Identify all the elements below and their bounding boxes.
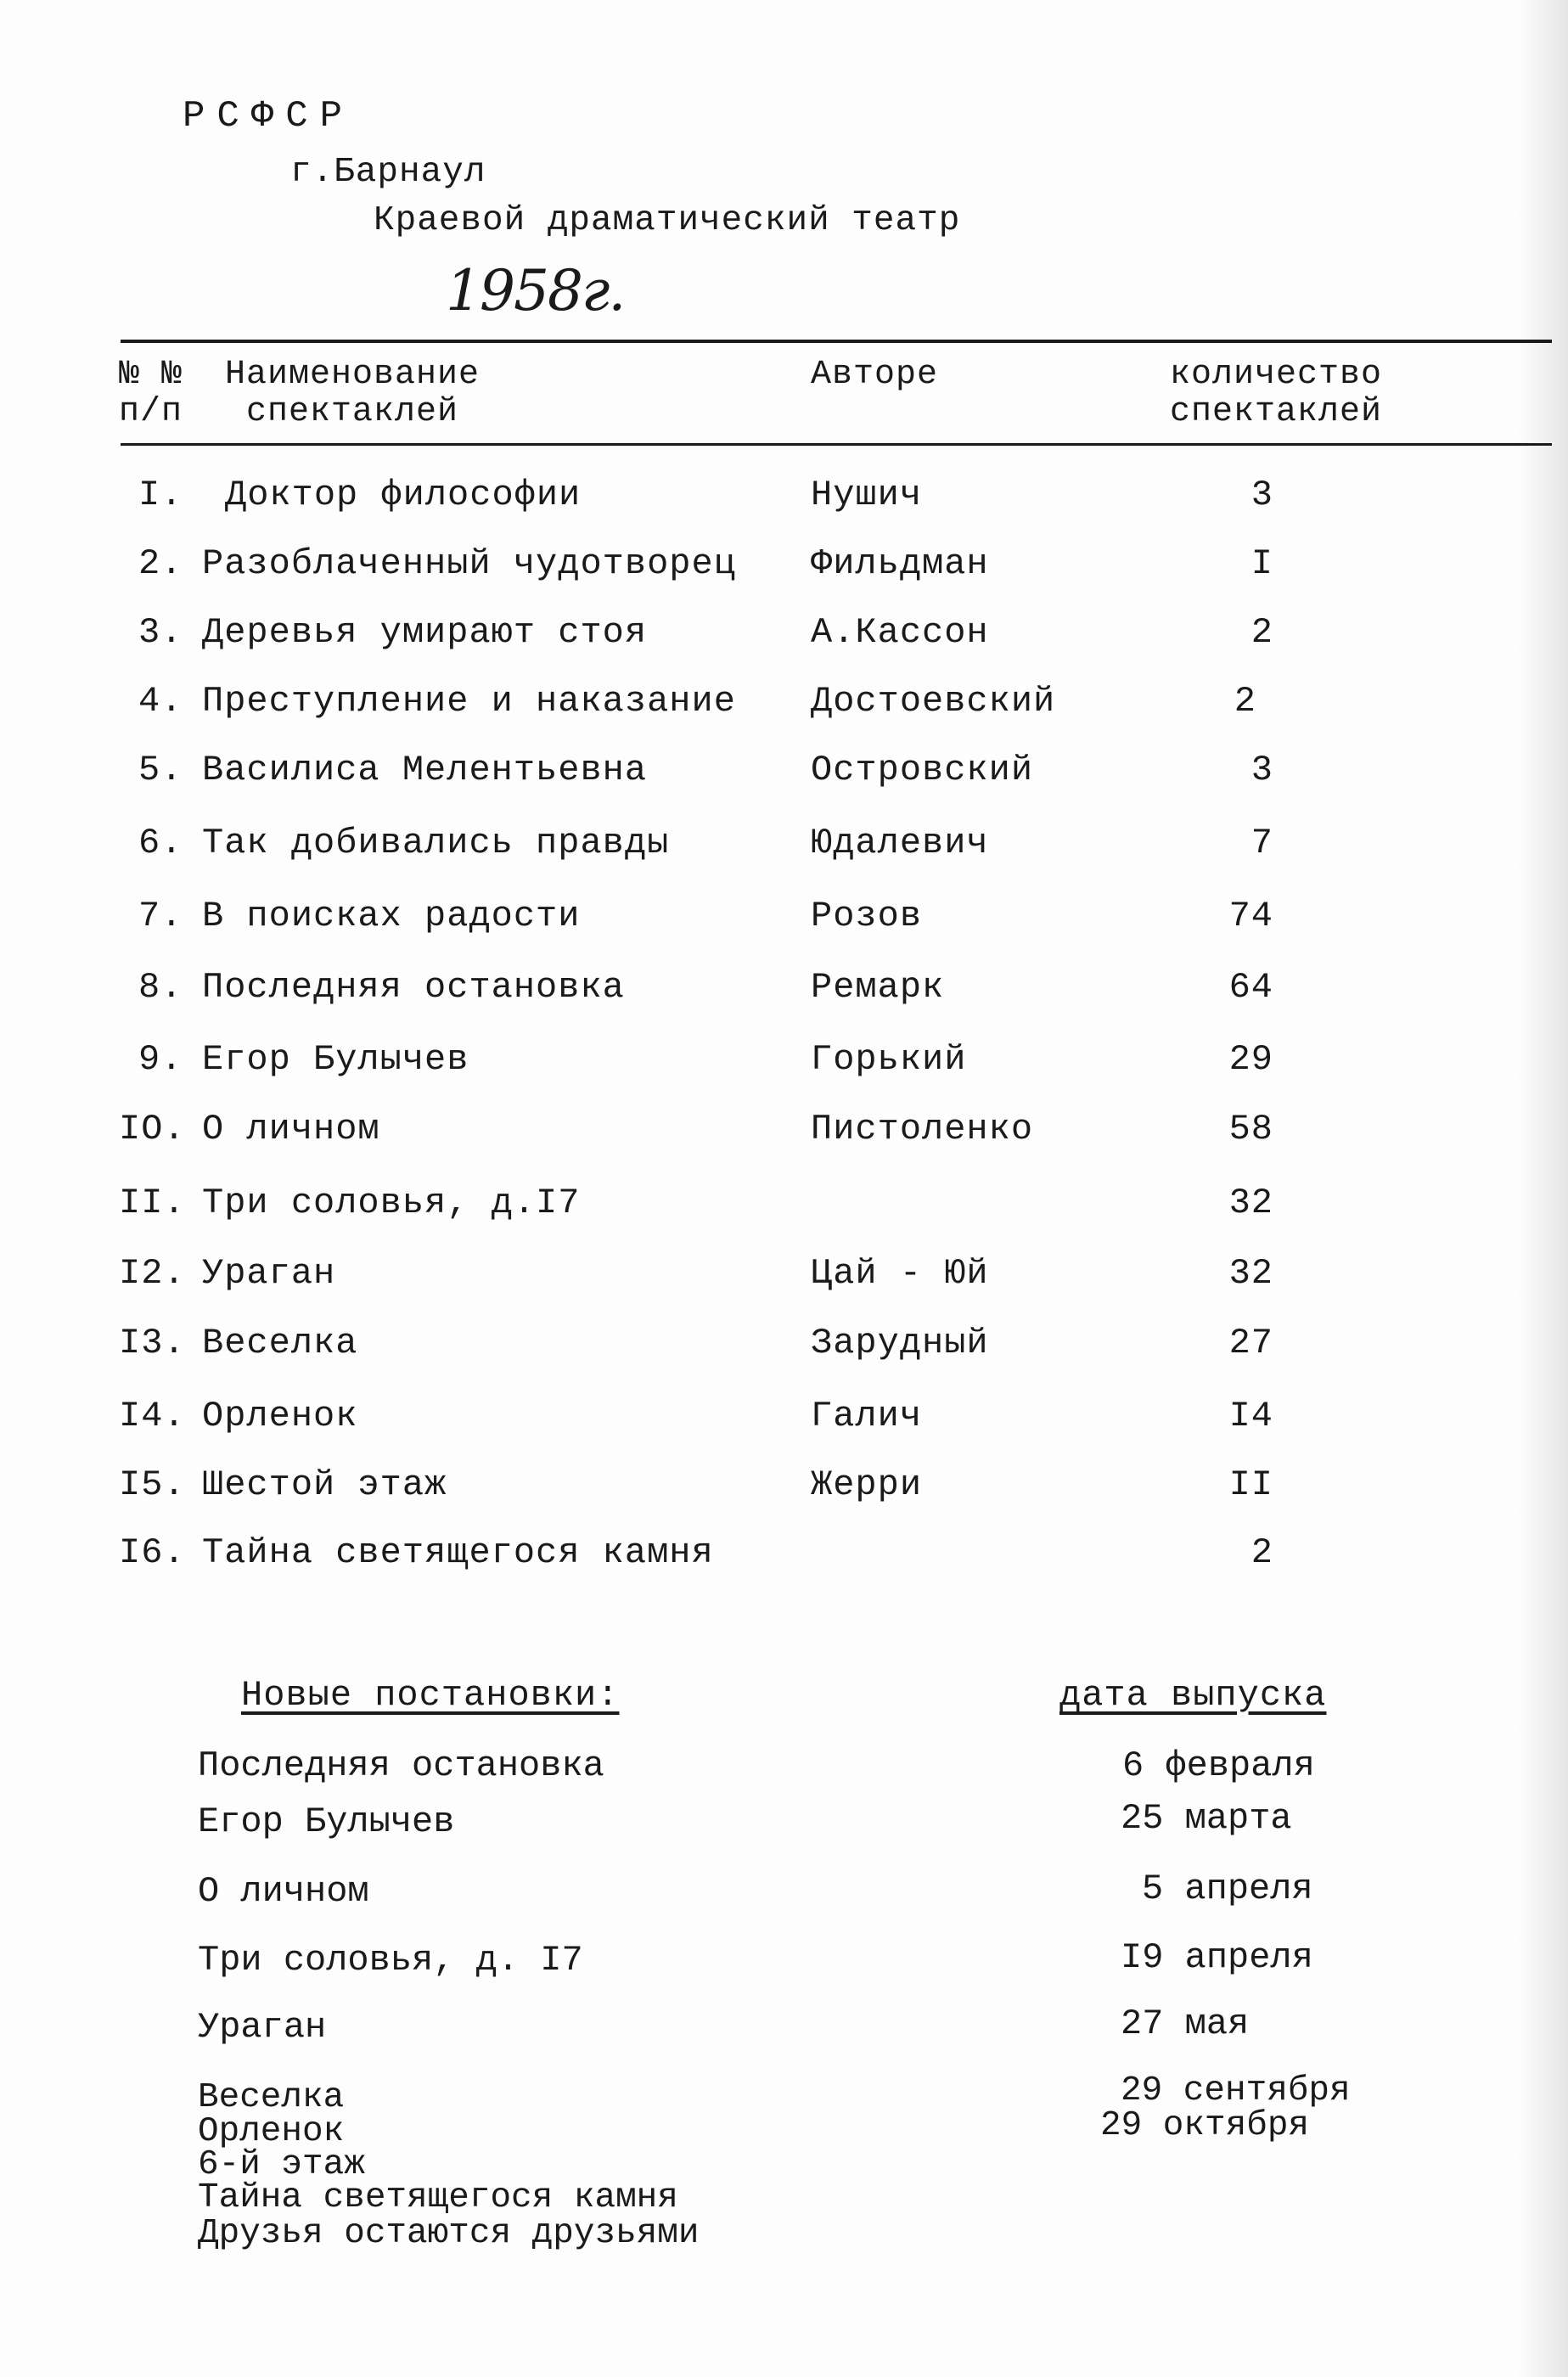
row-author: Ремарк [811, 967, 945, 1008]
row-author: Фильдман [811, 543, 989, 584]
city-heading: г.Барнаул [290, 153, 486, 192]
table-row [0, 825, 1568, 872]
table-row [0, 1185, 1568, 1232]
row-count: 2 [1250, 1532, 1273, 1573]
row-number: IO. [119, 1109, 186, 1149]
new-production-date: 29 октября [1100, 2106, 1310, 2145]
row-title: Егор Булычев [202, 1039, 469, 1080]
row-title: Шестой этаж [202, 1464, 447, 1505]
row-title: Орленок [202, 1396, 358, 1436]
row-author: Галич [811, 1396, 923, 1436]
row-number: I3. [119, 1323, 186, 1363]
row-count: 3 [1250, 750, 1273, 790]
row-author: Островский [811, 750, 1034, 790]
release-date-heading: дата выпуска [1059, 1675, 1327, 1716]
column-header-title: Наименование спектаклей [225, 356, 481, 431]
row-title: Тайна светящегося камня [202, 1532, 714, 1573]
row-number: 2. [138, 543, 183, 584]
column-header-author: Авторе [811, 356, 939, 394]
row-number: I4. [119, 1396, 186, 1436]
new-production-date: 6 февраля [1122, 1745, 1315, 1786]
row-number: I5. [119, 1464, 186, 1505]
table-row [0, 898, 1568, 945]
theatre-heading: Краевой драматический театр [374, 201, 961, 240]
row-number: 9. [138, 1039, 183, 1080]
row-count: 7 [1250, 823, 1273, 863]
row-count: I4 [1228, 1396, 1273, 1436]
row-count: 29 [1228, 1039, 1273, 1080]
table-row [0, 612, 1568, 661]
row-count: I [1250, 543, 1273, 584]
row-author: Цай - Юй [811, 1253, 989, 1294]
row-number: I2. [119, 1253, 186, 1294]
row-number: 5. [138, 750, 183, 790]
row-number: 3. [138, 612, 183, 653]
table-row [0, 969, 1568, 1016]
row-title: О личном [202, 1109, 380, 1149]
row-count: 32 [1228, 1183, 1273, 1223]
table-row [0, 1111, 1568, 1158]
table-row [0, 1464, 1568, 1514]
row-number: 6. [138, 823, 183, 863]
row-title: Василиса Мелентьевна [202, 750, 648, 790]
new-production-title: Тайна светящегося камня [198, 2178, 678, 2217]
row-author: Пистоленко [811, 1109, 1034, 1149]
table-row [0, 683, 1568, 730]
row-title: Три соловья, д.I7 [202, 1183, 581, 1223]
table-row [0, 543, 1568, 593]
row-title: Деревья умирают стоя [202, 612, 648, 653]
row-count: 2 [1234, 681, 1256, 722]
row-title: Веселка [202, 1323, 358, 1363]
handwritten-year: 1958г. [446, 258, 625, 323]
row-number: 4. [138, 681, 183, 722]
table-row [0, 752, 1568, 799]
new-production-title: О личном [198, 1871, 369, 1912]
row-author: Зарудный [811, 1323, 989, 1363]
row-number: I6. [119, 1532, 186, 1573]
table-row [0, 1039, 1568, 1088]
row-author: А.Кассон [811, 612, 989, 653]
row-title: Так добивались правды [202, 823, 670, 863]
row-title: Последняя остановка [202, 967, 625, 1008]
row-count: 3 [1250, 475, 1273, 515]
row-count: 58 [1228, 1109, 1273, 1149]
row-title: Доктор философии [225, 475, 582, 515]
table-row [0, 1325, 1568, 1372]
new-production-title: Ураган [198, 2007, 327, 2048]
row-author: Нушич [811, 475, 923, 515]
row-author: Розов [811, 896, 923, 936]
row-count: 74 [1228, 896, 1273, 936]
row-number: II. [119, 1183, 186, 1223]
new-production-title: Три соловья, д. I7 [198, 1940, 583, 1981]
new-production-title: 6-й этаж [198, 2145, 365, 2184]
row-number: I. [138, 475, 183, 515]
table-row [0, 477, 1568, 524]
row-count: II [1228, 1464, 1273, 1505]
table-header-rule [121, 443, 1552, 446]
table-row [0, 1532, 1568, 1582]
row-title: Ураган [202, 1253, 336, 1294]
republic-heading: РСФСР [183, 95, 355, 138]
row-author: Достоевский [811, 681, 1056, 722]
row-author: Жерри [811, 1464, 923, 1505]
new-productions-heading: Новые постановки: [241, 1675, 620, 1716]
new-production-date: 27 мая [1121, 2003, 1250, 2044]
new-production-title: Друзья остаются друзьями [198, 2214, 700, 2253]
row-author: Горький [811, 1039, 967, 1080]
row-number: 8. [138, 967, 183, 1008]
column-header-number: № № п/п [119, 356, 183, 431]
row-number: 7. [138, 896, 183, 936]
table-row [0, 1398, 1568, 1445]
new-production-title: Последняя остановка [198, 1745, 604, 1786]
new-production-date: 29 сентября [1121, 2071, 1351, 2110]
new-production-date: I9 апреля [1121, 1937, 1313, 1978]
column-header-count: количество спектаклей [1170, 356, 1383, 431]
row-count: 64 [1228, 967, 1273, 1008]
new-production-title: Орленок [198, 2112, 345, 2151]
row-count: 2 [1250, 612, 1273, 653]
new-production-title: Веселка [198, 2078, 345, 2117]
row-author: Юдалевич [811, 823, 989, 863]
row-count: 32 [1228, 1253, 1273, 1294]
table-top-rule [121, 340, 1552, 343]
row-title: Разоблаченный чудотворец [202, 543, 736, 584]
row-title: Преступление и наказание [202, 681, 736, 722]
row-count: 27 [1228, 1323, 1273, 1363]
row-title: В поисках радости [202, 896, 581, 936]
new-production-date: 5 апреля [1142, 1868, 1313, 1909]
table-row [0, 1253, 1568, 1302]
new-production-title: Егор Булычев [198, 1801, 455, 1842]
new-production-date: 25 марта [1121, 1798, 1292, 1839]
